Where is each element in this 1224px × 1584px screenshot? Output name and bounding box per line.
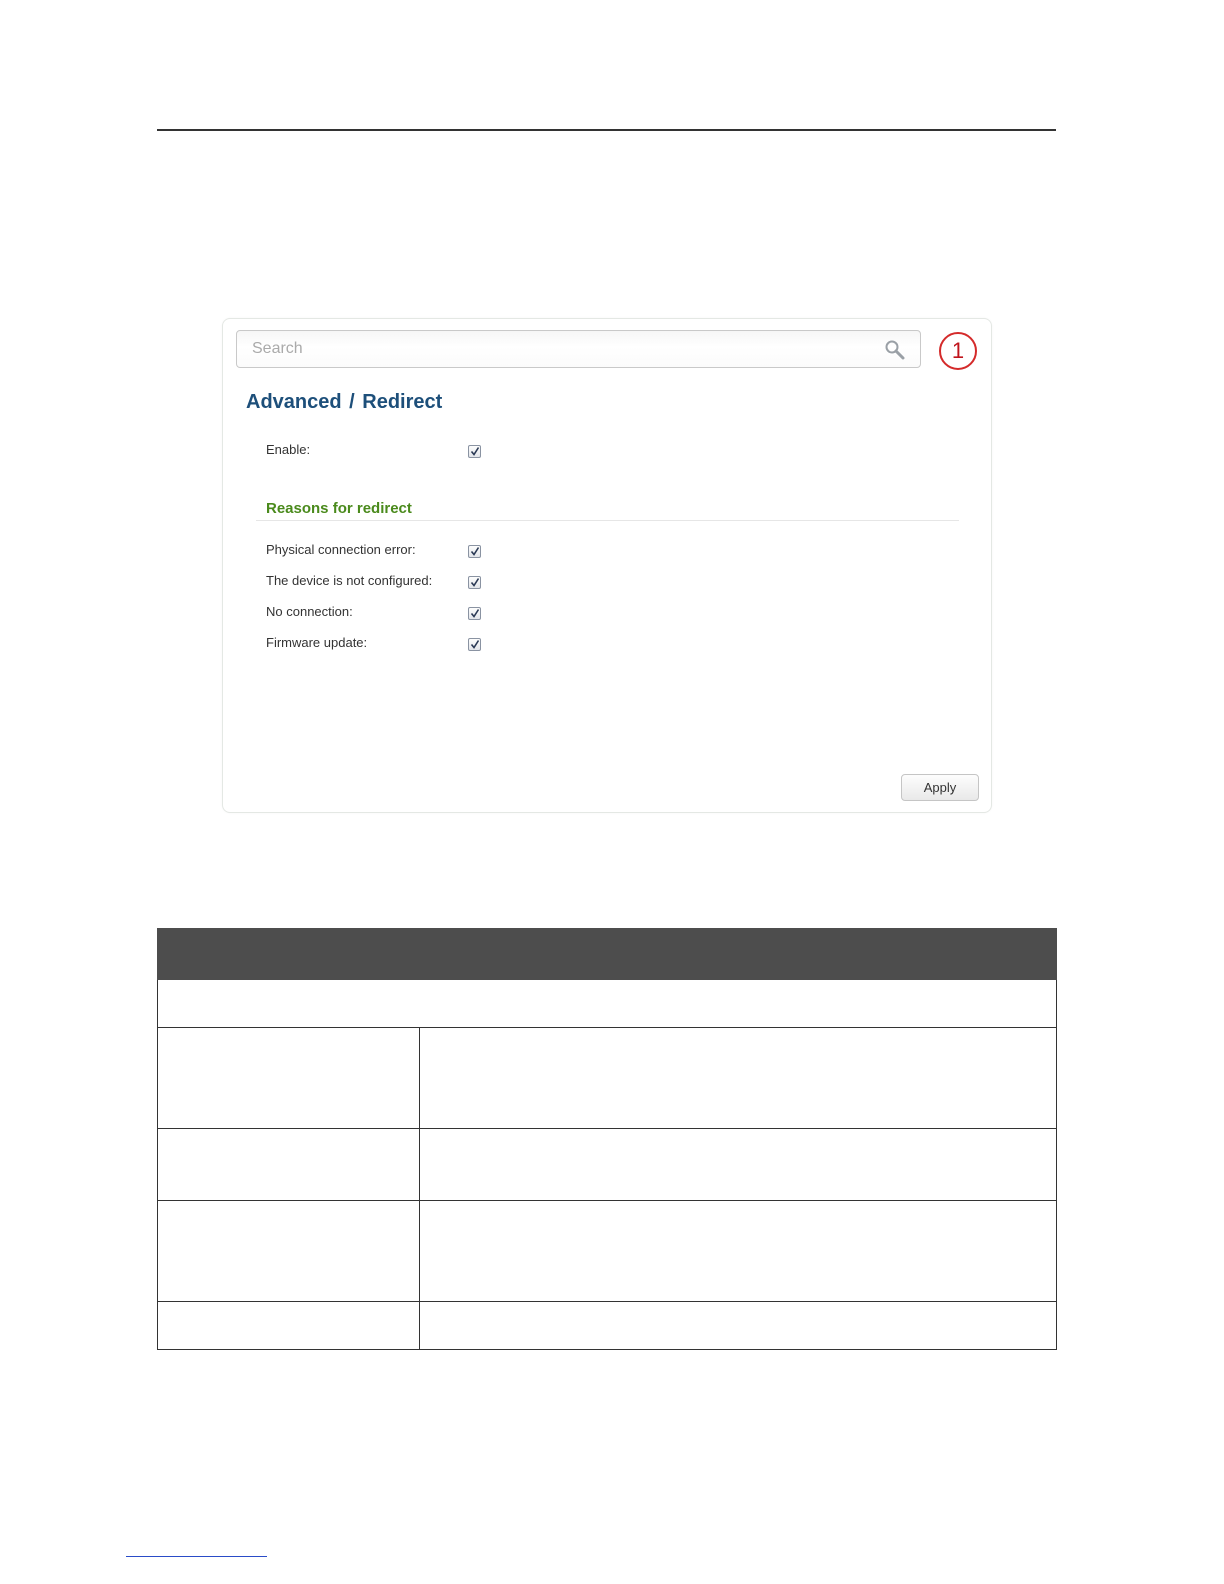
physical-connection-error-checkbox[interactable]	[468, 545, 481, 558]
apply-button[interactable]: Apply	[901, 774, 979, 801]
table-cell	[420, 1302, 1057, 1350]
enable-label: Enable:	[266, 442, 311, 457]
checkmark-icon	[470, 446, 480, 457]
table-row	[158, 1302, 1057, 1350]
table-row	[158, 1129, 1057, 1201]
table-cell	[158, 1201, 420, 1302]
redirect-settings-panel	[222, 318, 992, 813]
checkmark-icon	[470, 546, 480, 557]
table-cell	[420, 1201, 1057, 1302]
search-icon[interactable]	[884, 339, 906, 361]
no-connection-checkbox[interactable]	[468, 607, 481, 620]
table-cell	[158, 1129, 420, 1201]
search-input[interactable]	[237, 331, 892, 367]
table-row	[158, 1028, 1057, 1129]
table-cell	[420, 1129, 1057, 1201]
footer-link-underline[interactable]	[126, 1556, 267, 1557]
firmware-update-checkbox[interactable]	[468, 638, 481, 651]
page-title: Advanced / Redirect	[246, 391, 443, 413]
table-cell	[420, 1028, 1057, 1129]
table-row	[158, 1201, 1057, 1302]
table-cell	[158, 1028, 420, 1129]
reasons-section-title: Reasons for redirect	[266, 500, 412, 517]
reason-label-no-connection: No connection:	[266, 604, 353, 619]
callout-number-badge: 1	[939, 332, 977, 370]
table-header-row	[158, 929, 1057, 980]
device-not-configured-checkbox[interactable]	[468, 576, 481, 589]
checkmark-icon	[470, 577, 480, 588]
reason-label-device-not-configured: The device is not configured:	[266, 573, 433, 588]
reason-label-physical-connection-error: Physical connection error:	[266, 542, 416, 557]
table-cell	[158, 1302, 420, 1350]
enable-checkbox[interactable]	[468, 445, 481, 458]
table-row	[158, 980, 1057, 1028]
section-divider	[256, 520, 959, 521]
checkmark-icon	[470, 608, 480, 619]
table-header	[158, 929, 1057, 980]
checkmark-icon	[470, 639, 480, 650]
parameters-table	[157, 928, 1057, 1350]
header-rule	[157, 129, 1056, 131]
reason-label-firmware-update: Firmware update:	[266, 635, 368, 650]
search-box[interactable]	[236, 330, 921, 368]
table-cell	[158, 980, 1057, 1028]
